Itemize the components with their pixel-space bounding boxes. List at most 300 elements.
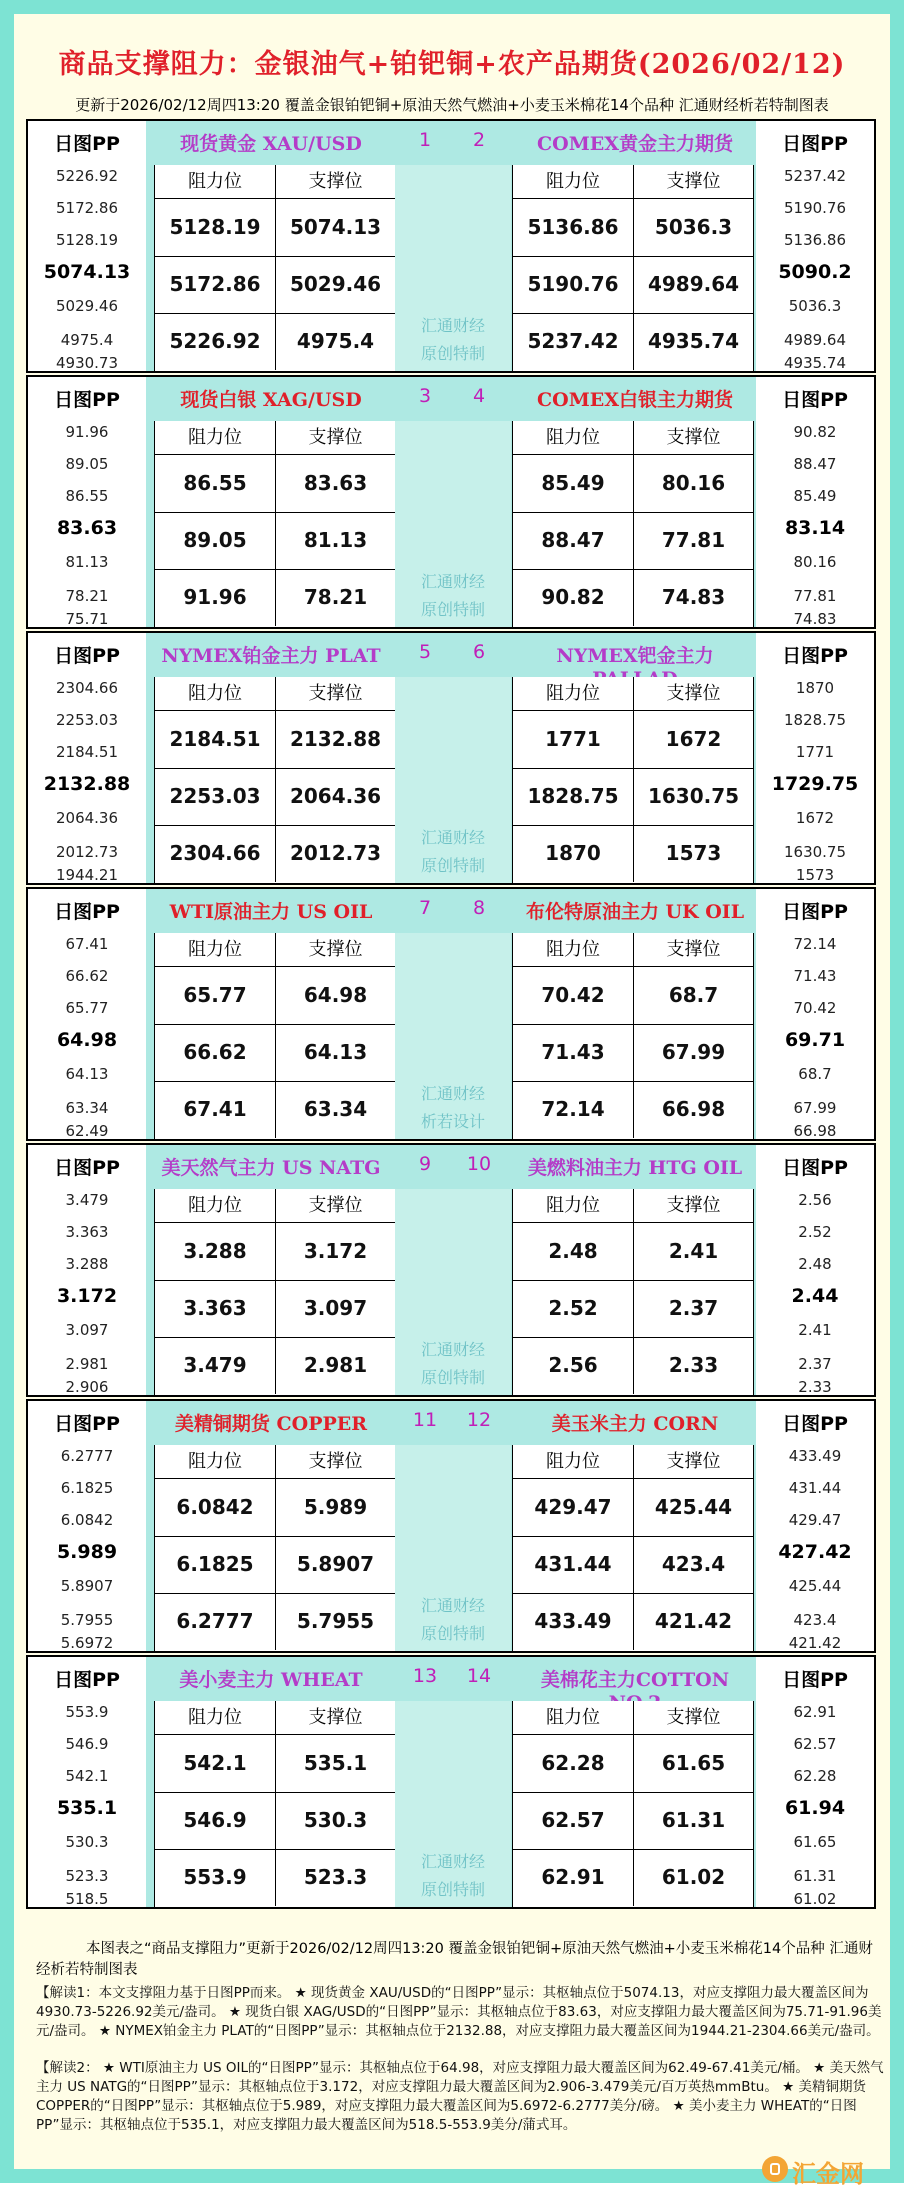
instrument-name: COMEX黄金主力期货 — [537, 133, 733, 155]
pp-level: 78.21 — [65, 587, 109, 605]
pivot-point: 83.63 — [56, 517, 118, 539]
support-header: 支撑位 — [633, 421, 753, 455]
pp-level: 62.91 — [793, 1703, 837, 1721]
pp-level: 542.1 — [65, 1767, 109, 1785]
pp-level: 1630.75 — [783, 843, 847, 861]
watermark-column — [395, 677, 511, 883]
pp-level: 62.49 — [65, 1122, 109, 1140]
support-value: 77.81 — [633, 512, 753, 569]
commodity-block — [26, 1655, 876, 1909]
pp-level: 2253.03 — [55, 711, 119, 729]
brand-logo-icon — [762, 2156, 788, 2182]
pp-header: 日图PP — [54, 645, 120, 667]
support-header: 支撑位 — [275, 933, 395, 967]
pp-header: 日图PP — [782, 1669, 848, 1691]
instrument-name: 美玉米主力 CORN — [551, 1413, 719, 1435]
levels-table — [154, 165, 396, 371]
footer-note-2: 【解读2： ★ WTI原油主力 US OIL的“日图PP”显示：其枢轴点位于64.98，对应支撑阻力最大覆盖区间为62.49-67.41美元/桶。 ★ 美天然气主力 US NATG的“日图PP”显示：其枢轴点位于3.172，对应支撑阻力最大覆盖区间为2.906-3.479美元/百万英热mmBtu。 ★ 美精铜期货 COPPER的“日图PP”显示：其枢轴点位于5.989，对应支撑阻力最大覆盖区间为5.6972-6.2777美分/磅。 ★ 美小麦主力 WHEAT的“日图PP”显示：其枢轴点位于535.1，对应支撑阻力最大覆盖区间为518.5-553.9美分/蒲式耳。 — [36, 2060, 884, 2133]
support-header: 支撑位 — [275, 421, 395, 455]
pp-level: 2.981 — [65, 1355, 109, 1373]
resistance-value: 3.479 — [183, 1353, 247, 1377]
support-value: 423.4 — [633, 1536, 753, 1593]
pp-level: 5190.76 — [783, 199, 847, 217]
watermark-text: 原创特制 — [420, 1368, 485, 1387]
resistance-value: 72.14 — [541, 1097, 605, 1121]
pivot-point: 535.1 — [56, 1797, 118, 1819]
pp-level: 67.99 — [793, 1099, 837, 1117]
resistance-header: 阻力位 — [155, 933, 275, 967]
watermark-text: 汇通财经 — [420, 572, 485, 591]
support-value: 425.44 — [633, 1479, 753, 1536]
resistance-value: 1870 — [545, 841, 601, 865]
resistance-header: 阻力位 — [513, 1701, 633, 1735]
watermark-column — [395, 933, 511, 1139]
pp-column — [756, 1657, 874, 1907]
instrument-number: 8 — [472, 897, 486, 919]
pp-level: 1771 — [795, 743, 835, 761]
pp-level: 4930.73 — [55, 354, 119, 372]
pp-level: 62.57 — [793, 1735, 837, 1753]
levels-table — [154, 1445, 396, 1651]
support-value: 74.83 — [633, 569, 753, 626]
watermark-text: 汇通财经 — [420, 828, 485, 847]
instrument-number: 5 — [418, 641, 432, 663]
support-header: 支撑位 — [275, 165, 395, 199]
levels-table — [512, 677, 754, 883]
resistance-value: 6.2777 — [176, 1609, 254, 1633]
support-value: 1630.75 — [633, 768, 753, 825]
pp-level: 429.47 — [788, 1511, 842, 1529]
pp-header: 日图PP — [54, 133, 120, 155]
resistance-value: 71.43 — [541, 1040, 605, 1064]
support-value: 421.42 — [633, 1593, 753, 1650]
instrument-name: WTI原油主力 US OIL — [169, 901, 373, 923]
footer-note-1: 【解读1：本文支撑阻力基于日图PP而来。 ★ 现货黄金 XAU/USD的“日图PP”显示：其枢轴点位于5074.13，对应支撑阻力最大覆盖区间为4930.73-5226.92美元/盎司。 ★ 现货白银 XAG/USD的“日图PP”显示：其枢轴点位于83.63，对应支撑阻力最大覆盖区间为75.71-91.96美元/盎司。 ★ NYMEX铂金主力 PLAT的“日图PP”显示：其枢轴点位于2132.88，对应支撑阻力最大覆盖区间为1944.21-2304.66美元/盎司。 — [36, 1985, 882, 2039]
pp-level: 80.16 — [793, 553, 837, 571]
support-value: 66.98 — [633, 1081, 753, 1138]
watermark-column — [395, 421, 511, 627]
watermark-text: 汇通财经 — [420, 1596, 485, 1615]
pp-level: 66.62 — [65, 967, 109, 985]
pivot-point: 2.44 — [791, 1285, 839, 1307]
footer-summary: 本图表之“商品支撑阻力”更新于2026/02/12周四13:20 覆盖金银铂钯铜+原油天然气燃油+小麦玉米棉花14个品种 汇通财经析若特制图表 — [36, 1941, 873, 1978]
pp-header: 日图PP — [782, 1157, 848, 1179]
watermark-text: 汇通财经 — [420, 1852, 485, 1871]
support-value: 2012.73 — [275, 825, 395, 882]
pp-level: 2.52 — [798, 1223, 832, 1241]
support-value: 1573 — [633, 825, 753, 882]
commodity-block — [26, 887, 876, 1141]
levels-table — [154, 933, 396, 1139]
pivot-point: 5074.13 — [43, 261, 131, 283]
instrument-number: 14 — [466, 1665, 492, 1687]
watermark-text: 原创特制 — [420, 344, 485, 363]
resistance-value: 5190.76 — [527, 272, 619, 296]
resistance-value: 88.47 — [541, 528, 605, 552]
pp-level: 5226.92 — [55, 167, 119, 185]
pp-level: 2.48 — [798, 1255, 832, 1273]
pp-level: 86.55 — [65, 487, 109, 505]
pp-level: 1944.21 — [55, 866, 119, 884]
resistance-header: 阻力位 — [155, 1189, 275, 1223]
pp-level: 530.3 — [65, 1833, 109, 1851]
pp-level: 65.77 — [65, 999, 109, 1017]
pp-level: 5.6972 — [60, 1634, 114, 1652]
resistance-value: 2.48 — [548, 1239, 598, 1263]
pivot-point: 61.94 — [784, 1797, 846, 1819]
instrument-name: 美天然气主力 US NATG — [161, 1157, 381, 1179]
resistance-value: 6.1825 — [176, 1552, 254, 1576]
pp-column — [28, 889, 146, 1139]
support-header: 支撑位 — [633, 933, 753, 967]
resistance-header: 阻力位 — [513, 677, 633, 711]
watermark-text: 原创特制 — [420, 600, 485, 619]
pp-level: 546.9 — [65, 1735, 109, 1753]
support-header: 支撑位 — [275, 1445, 395, 1479]
pp-column — [28, 1657, 146, 1907]
resistance-header: 阻力位 — [155, 677, 275, 711]
resistance-value: 5128.19 — [169, 215, 261, 239]
pp-level: 70.42 — [793, 999, 837, 1017]
pp-level: 5128.19 — [55, 231, 119, 249]
support-value: 2132.88 — [275, 711, 395, 768]
pp-level: 89.05 — [65, 455, 109, 473]
instrument-number: 9 — [418, 1153, 432, 1175]
resistance-value: 5136.86 — [527, 215, 619, 239]
support-value: 68.7 — [633, 967, 753, 1024]
watermark-text: 汇通财经 — [420, 1084, 485, 1103]
instrument-name: NYMEX铂金主力 PLAT — [161, 645, 381, 667]
support-value: 1672 — [633, 711, 753, 768]
resistance-value: 91.96 — [183, 585, 247, 609]
pp-level: 63.34 — [65, 1099, 109, 1117]
page-subtitle: 更新于2026/02/12周四13:20 覆盖金银铂钯铜+原油天然气燃油+小麦玉米棉花14个品种 汇通财经析若特制图表 — [75, 96, 829, 114]
support-value: 81.13 — [275, 512, 395, 569]
pp-level: 4935.74 — [783, 354, 847, 372]
watermark-text: 析若设计 — [420, 1112, 485, 1131]
resistance-value: 553.9 — [183, 1865, 247, 1889]
pp-level: 2.41 — [798, 1321, 832, 1339]
pp-level: 425.44 — [788, 1577, 842, 1595]
pivot-point: 427.42 — [778, 1541, 852, 1563]
pp-level: 4989.64 — [783, 331, 847, 349]
pp-level: 1573 — [795, 866, 835, 884]
instrument-name: NYMEX钯金主力 — [556, 645, 714, 667]
levels-table — [512, 421, 754, 627]
pp-level: 74.83 — [793, 610, 837, 628]
resistance-value: 66.62 — [183, 1040, 247, 1064]
pivot-point: 64.98 — [56, 1029, 118, 1051]
pp-level: 523.3 — [65, 1867, 109, 1885]
levels-table — [154, 677, 396, 883]
pp-column — [28, 633, 146, 883]
pivot-point: 83.14 — [784, 517, 846, 539]
pp-level: 66.98 — [793, 1122, 837, 1140]
pp-level: 518.5 — [65, 1890, 109, 1908]
pp-header: 日图PP — [782, 901, 848, 923]
pp-column — [756, 633, 874, 883]
pp-level: 553.9 — [65, 1703, 109, 1721]
pp-column — [756, 1145, 874, 1395]
commodity-block — [26, 1399, 876, 1653]
pp-level: 88.47 — [793, 455, 837, 473]
support-value: 523.3 — [275, 1849, 395, 1906]
watermark-text: 汇通财经 — [420, 316, 485, 335]
resistance-value: 90.82 — [541, 585, 605, 609]
support-value: 4975.4 — [275, 313, 395, 370]
instrument-number: 6 — [472, 641, 486, 663]
pp-level: 421.42 — [788, 1634, 842, 1652]
support-value: 2064.36 — [275, 768, 395, 825]
instrument-name: 美燃料油主力 HTG OIL — [527, 1157, 743, 1179]
pp-header: 日图PP — [54, 389, 120, 411]
resistance-value: 433.49 — [534, 1609, 612, 1633]
support-value: 2.37 — [633, 1280, 753, 1337]
support-header: 支撑位 — [633, 677, 753, 711]
resistance-value: 65.77 — [183, 983, 247, 1007]
instrument-name: 美棉花主力COTTON — [540, 1669, 730, 1691]
pp-level: 2064.36 — [55, 809, 119, 827]
instrument-name: COMEX白银主力期货 — [537, 389, 733, 411]
pp-header: 日图PP — [54, 1669, 120, 1691]
support-value: 80.16 — [633, 455, 753, 512]
pp-level: 1828.75 — [783, 711, 847, 729]
support-value: 5.8907 — [275, 1536, 395, 1593]
pp-level: 2304.66 — [55, 679, 119, 697]
support-value: 5.989 — [275, 1479, 395, 1536]
pivot-point: 5090.2 — [778, 261, 852, 283]
pivot-point: 2132.88 — [43, 773, 131, 795]
support-value: 67.99 — [633, 1024, 753, 1081]
support-value: 2.33 — [633, 1337, 753, 1394]
resistance-value: 5226.92 — [169, 329, 261, 353]
pp-level: 2184.51 — [55, 743, 119, 761]
levels-table — [512, 1701, 754, 1907]
watermark-text: 汇通财经 — [420, 1340, 485, 1359]
instrument-name: 布伦特原油主力 UK OIL — [525, 901, 745, 923]
resistance-value: 542.1 — [183, 1751, 247, 1775]
resistance-value: 2253.03 — [169, 784, 261, 808]
pp-level: 90.82 — [793, 423, 837, 441]
pp-level: 5237.42 — [783, 167, 847, 185]
pp-level: 61.02 — [793, 1890, 837, 1908]
watermark-text: 原创特制 — [420, 1880, 485, 1899]
instrument-name: 美精铜期货 COPPER — [174, 1413, 368, 1435]
pp-level: 85.49 — [793, 487, 837, 505]
pp-level: 68.7 — [798, 1065, 832, 1083]
resistance-value: 2.52 — [548, 1296, 598, 1320]
resistance-value: 546.9 — [183, 1808, 247, 1832]
levels-table — [154, 421, 396, 627]
resistance-value: 70.42 — [541, 983, 605, 1007]
levels-table — [512, 933, 754, 1139]
support-header: 支撑位 — [275, 1701, 395, 1735]
support-value: 3.172 — [275, 1223, 395, 1280]
resistance-header: 阻力位 — [155, 1701, 275, 1735]
resistance-value: 62.28 — [541, 1751, 605, 1775]
watermark-column — [395, 1701, 511, 1907]
pp-header: 日图PP — [782, 1413, 848, 1435]
pp-header: 日图PP — [54, 901, 120, 923]
pp-level: 75.71 — [65, 610, 109, 628]
pp-level: 5.8907 — [60, 1577, 114, 1595]
support-value: 5074.13 — [275, 199, 395, 256]
pp-column — [756, 889, 874, 1139]
pp-level: 5036.3 — [788, 297, 842, 315]
support-value: 2.41 — [633, 1223, 753, 1280]
pp-level: 5029.46 — [55, 297, 119, 315]
pp-column — [756, 121, 874, 371]
support-value: 4935.74 — [633, 313, 753, 370]
pp-level: 433.49 — [788, 1447, 842, 1465]
chart-page — [14, 14, 890, 2188]
support-value: 61.31 — [633, 1792, 753, 1849]
support-header: 支撑位 — [633, 1189, 753, 1223]
instrument-name: 美小麦主力 WHEAT — [179, 1669, 363, 1691]
pp-column — [28, 377, 146, 627]
resistance-value: 86.55 — [183, 471, 247, 495]
resistance-header: 阻力位 — [155, 1445, 275, 1479]
pp-column — [756, 377, 874, 627]
pp-level: 72.14 — [793, 935, 837, 953]
instrument-number: 1 — [418, 129, 432, 151]
pp-column — [756, 1401, 874, 1651]
pp-level: 4975.4 — [60, 331, 114, 349]
pp-level: 62.28 — [793, 1767, 837, 1785]
pp-level: 2.56 — [798, 1191, 832, 1209]
pp-level: 5136.86 — [783, 231, 847, 249]
pp-level: 3.097 — [65, 1321, 109, 1339]
commodity-block — [26, 375, 876, 629]
support-header: 支撑位 — [633, 165, 753, 199]
resistance-value: 2304.66 — [169, 841, 261, 865]
watermark-column — [395, 1189, 511, 1395]
pivot-point: 1729.75 — [771, 773, 859, 795]
pp-level: 423.4 — [793, 1611, 837, 1629]
pp-header: 日图PP — [782, 645, 848, 667]
watermark-text: 原创特制 — [420, 856, 485, 875]
resistance-value: 1828.75 — [527, 784, 619, 808]
support-header: 支撑位 — [633, 1701, 753, 1735]
support-value: 5029.46 — [275, 256, 395, 313]
pivot-point: 5.989 — [56, 1541, 118, 1563]
pp-level: 6.2777 — [60, 1447, 114, 1465]
resistance-value: 62.57 — [541, 1808, 605, 1832]
resistance-header: 阻力位 — [513, 421, 633, 455]
commodity-block — [26, 631, 876, 885]
support-value: 61.65 — [633, 1735, 753, 1792]
pp-level: 91.96 — [65, 423, 109, 441]
support-value: 3.097 — [275, 1280, 395, 1337]
pp-level: 6.1825 — [60, 1479, 114, 1497]
support-value: 83.63 — [275, 455, 395, 512]
pp-level: 71.43 — [793, 967, 837, 985]
support-value: 530.3 — [275, 1792, 395, 1849]
resistance-value: 5172.86 — [169, 272, 261, 296]
resistance-value: 5237.42 — [527, 329, 619, 353]
instrument-number: 7 — [418, 897, 432, 919]
pp-level: 1672 — [795, 809, 835, 827]
instrument-number: 10 — [466, 1153, 492, 1175]
support-value: 5036.3 — [633, 199, 753, 256]
pp-level: 64.13 — [65, 1065, 109, 1083]
support-value: 64.98 — [275, 967, 395, 1024]
resistance-header: 阻力位 — [513, 1445, 633, 1479]
levels-table — [512, 165, 754, 371]
resistance-header: 阻力位 — [155, 421, 275, 455]
levels-table — [154, 1189, 396, 1395]
support-value: 4989.64 — [633, 256, 753, 313]
support-value: 535.1 — [275, 1735, 395, 1792]
resistance-value: 2.56 — [548, 1353, 598, 1377]
pp-level: 6.0842 — [60, 1511, 114, 1529]
pp-level: 61.65 — [793, 1833, 837, 1851]
pp-column — [28, 1145, 146, 1395]
levels-table — [154, 1701, 396, 1907]
pp-level: 2.906 — [65, 1378, 109, 1396]
support-value: 2.981 — [275, 1337, 395, 1394]
pp-column — [28, 121, 146, 371]
resistance-header: 阻力位 — [513, 1189, 633, 1223]
commodity-block — [26, 1143, 876, 1397]
instrument-number: 12 — [466, 1409, 492, 1431]
commodity-block — [26, 119, 876, 373]
pp-level: 5172.86 — [55, 199, 119, 217]
pp-level: 67.41 — [65, 935, 109, 953]
pp-level: 5.7955 — [60, 1611, 114, 1629]
pp-header: 日图PP — [782, 389, 848, 411]
support-value: 64.13 — [275, 1024, 395, 1081]
pp-level: 431.44 — [788, 1479, 842, 1497]
resistance-header: 阻力位 — [513, 165, 633, 199]
brand-logo-text: 汇金网 — [792, 2160, 864, 2188]
pp-level: 77.81 — [793, 587, 837, 605]
pivot-point: 3.172 — [56, 1285, 118, 1307]
resistance-header: 阻力位 — [155, 165, 275, 199]
instrument-number: 2 — [472, 129, 486, 151]
support-value: 61.02 — [633, 1849, 753, 1906]
page-title: 商品支撑阻力：金银油气+铂钯铜+农产品期货(2026/02/12) — [58, 49, 846, 80]
pp-column — [28, 1401, 146, 1651]
pp-level: 3.363 — [65, 1223, 109, 1241]
pp-header: 日图PP — [782, 133, 848, 155]
resistance-value: 89.05 — [183, 528, 247, 552]
support-header: 支撑位 — [275, 677, 395, 711]
pp-header: 日图PP — [54, 1157, 120, 1179]
resistance-value: 3.363 — [183, 1296, 247, 1320]
pp-header: 日图PP — [54, 1413, 120, 1435]
resistance-value: 429.47 — [534, 1495, 612, 1519]
resistance-value: 85.49 — [541, 471, 605, 495]
pp-level: 3.288 — [65, 1255, 109, 1273]
resistance-value: 67.41 — [183, 1097, 247, 1121]
support-header: 支撑位 — [633, 1445, 753, 1479]
pp-level: 2012.73 — [55, 843, 119, 861]
instrument-name: 现货白银 XAG/USD — [180, 389, 362, 411]
pp-level: 81.13 — [65, 553, 109, 571]
pp-level: 2.37 — [798, 1355, 832, 1373]
pivot-point: 69.71 — [784, 1029, 846, 1051]
pp-level: 61.31 — [793, 1867, 837, 1885]
support-header: 支撑位 — [275, 1189, 395, 1223]
resistance-header: 阻力位 — [513, 933, 633, 967]
support-value: 63.34 — [275, 1081, 395, 1138]
resistance-value: 2184.51 — [169, 727, 261, 751]
instrument-name: 现货黄金 XAU/USD — [180, 133, 362, 155]
instrument-number: 13 — [412, 1665, 438, 1687]
instrument-number: 3 — [418, 385, 432, 407]
watermark-text: 原创特制 — [420, 1624, 485, 1643]
